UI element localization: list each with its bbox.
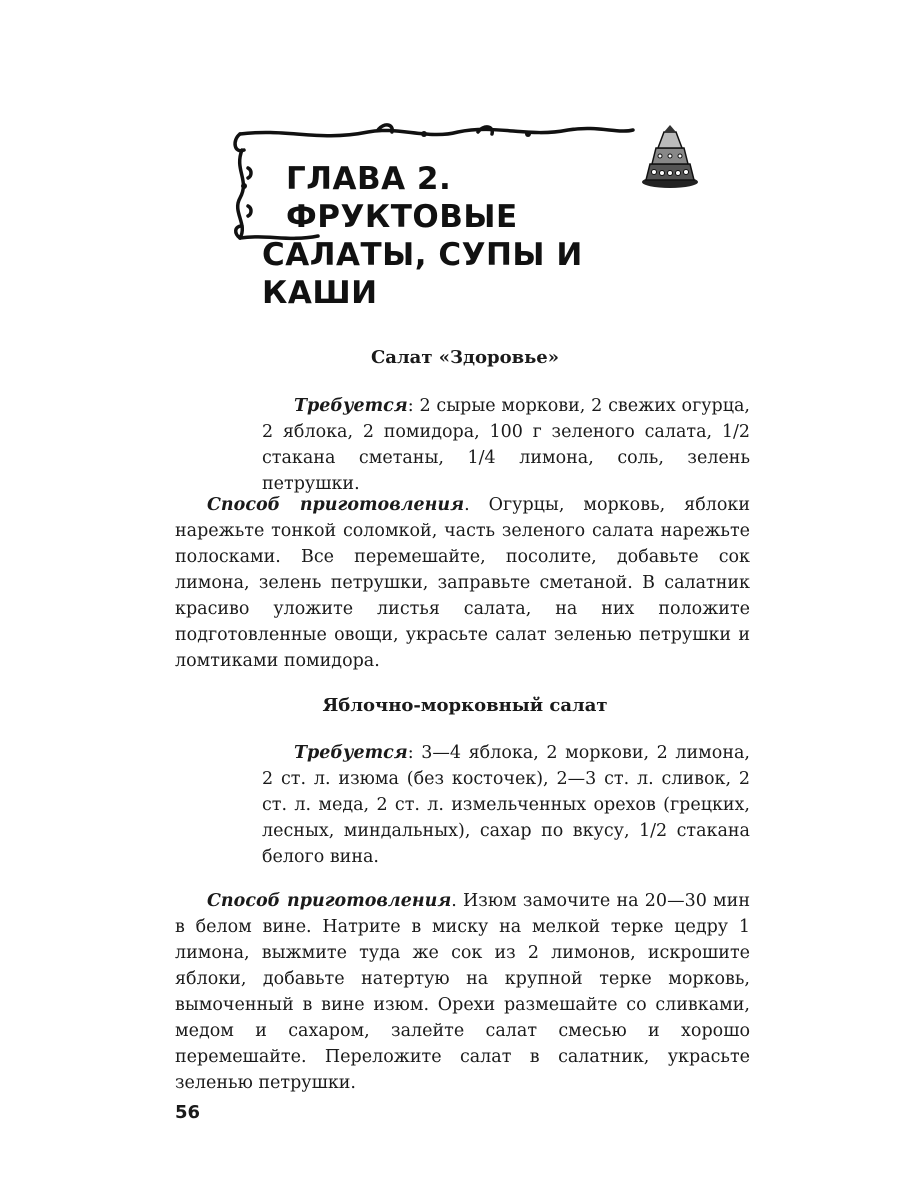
method-text: . Огурцы, морковь, яблоки нарежьте тонкой соломкой, часть зеленого салата нарежьте полосками. Все перемешайте, посолите, добавьте сок лимона, зелень петрушки, заправьте сметаной. В салатник красиво уложите листья салата, на них положите подготовленные овощи, украсьте салат зеленью петрушки и ломтиками помидора. xyxy=(175,495,750,671)
chapter-title-line1: ГЛАВА 2. ФРУКТОВЫЕ xyxy=(286,161,518,235)
method-label: Способ приготовления xyxy=(207,891,452,911)
recipe-method xyxy=(175,888,750,1096)
chapter-title-line2: САЛАТЫ, СУПЫ И КАШИ xyxy=(262,237,583,311)
method-label: Способ приготовления xyxy=(207,495,465,515)
ingredients-text: : 3—4 яблока, 2 моркови, 2 лимона, 2 ст. л. изюма (без косточек), 2—3 ст. л. сливок, 2 ст. л. меда, 2 ст. л. измельченных орехов (грецких, лесных, миндальных), сахар по вкусу, 1/2 стакана белого вина. xyxy=(262,743,750,867)
recipe-title: Яблочно-морковный салат xyxy=(322,695,608,716)
recipe-ingredients xyxy=(262,740,750,870)
ingredients-label: Требуется xyxy=(294,743,408,763)
chapter-title xyxy=(262,160,662,312)
ingredients-label: Требуется xyxy=(294,396,408,416)
ingredients-text: : 2 сырые моркови, 2 свежих огурца, 2 яблока, 2 помидора, 100 г зеленого салата, 1/2 стакана сметаны, 1/4 лимона, соль, зелень петрушки. xyxy=(262,396,750,494)
page-number: 56 xyxy=(175,1102,201,1123)
recipe-ingredients xyxy=(262,393,750,497)
recipe-method xyxy=(175,492,750,674)
method-text: . Изюм замочите на 20—30 мин в белом вине. Натрите в миску на мелкой терке цедру 1 лимона, выжмите туда же сок из 2 лимонов, искрошите яблоки, добавьте натертую на крупной терке морковь, вымоченный в вине изюм. Орехи размешайте со сливками, медом и сахаром, залейте салат смесью и хорошо перемешайте. Переложите салат в салатник, украсьте зеленью петрушки. xyxy=(175,891,750,1093)
recipe-title: Салат «Здоровье» xyxy=(370,347,559,368)
